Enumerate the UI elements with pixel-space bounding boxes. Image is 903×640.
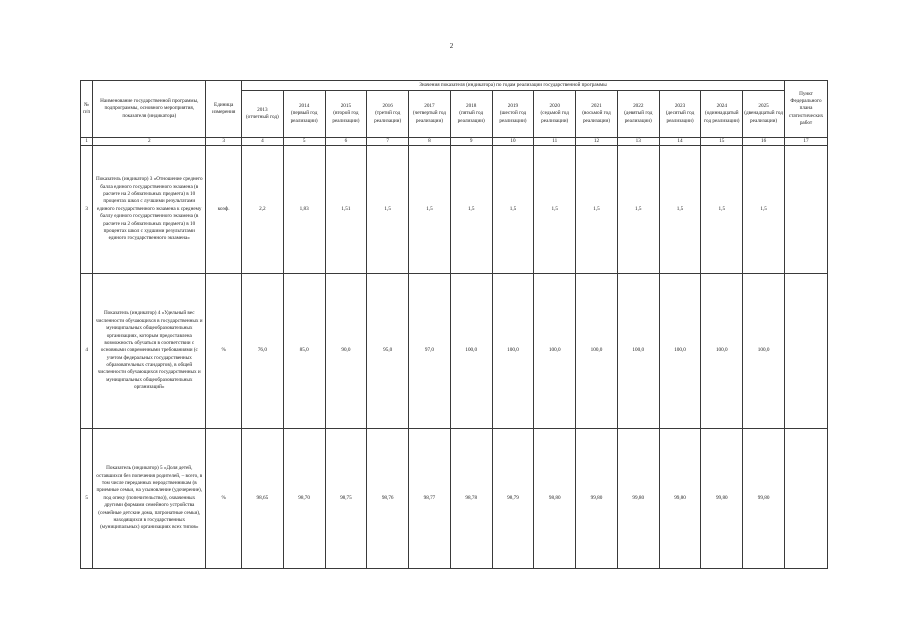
value-cell: 99,80	[659, 429, 701, 569]
header-year-2025	[743, 91, 785, 138]
value-cell: 2,2	[241, 146, 283, 274]
year-note: (одиннадцатый год реализации)	[704, 110, 740, 124]
value-cell: 95,0	[367, 274, 409, 429]
year-label: 2023	[674, 102, 686, 109]
column-number: 17	[785, 138, 828, 146]
column-number: 13	[617, 138, 659, 146]
column-numbers-row	[81, 138, 828, 146]
header-year-2016	[367, 91, 409, 138]
header-year-2021	[576, 91, 618, 138]
value-cell: 90,0	[325, 274, 367, 429]
year-note: (пятый год реализации)	[457, 110, 485, 124]
column-number: 11	[534, 138, 576, 146]
value-cell: 98,77	[409, 429, 451, 569]
value-cell: 1,5	[659, 146, 701, 274]
table-row	[81, 146, 828, 274]
year-label: 2025	[758, 102, 769, 109]
year-note: (восьмой год реализации)	[582, 110, 611, 124]
value-cell: 98,80	[534, 429, 576, 569]
fed-plan-cell	[785, 274, 828, 429]
page-number: 2	[449, 42, 454, 50]
row-number: 5	[81, 429, 93, 569]
table-row	[81, 429, 828, 569]
value-cell: 97,0	[409, 274, 451, 429]
value-cell: 98,76	[367, 429, 409, 569]
fed-plan-cell	[785, 429, 828, 569]
value-cell: 100,0	[617, 274, 659, 429]
column-number: 1	[81, 138, 93, 146]
year-note: (отчетный год)	[245, 114, 279, 120]
year-note: (четвертый год реализации)	[412, 110, 446, 124]
year-label: 2018	[466, 102, 477, 109]
year-note: (второй год реализации)	[332, 110, 360, 124]
value-cell: 98,70	[283, 429, 325, 569]
header-year-2022	[617, 91, 659, 138]
value-cell: 100,0	[701, 274, 743, 429]
header-year-2013	[241, 91, 283, 138]
year-label: 2020	[549, 102, 560, 109]
header-fed-plan: Пункт Федерального плана статистических работ	[785, 81, 828, 138]
year-note: (шестой год реализации)	[499, 110, 527, 124]
unit: %	[206, 429, 242, 569]
year-note: (двенадцатый год реализации)	[744, 110, 783, 124]
year-note: (третий год реализации)	[374, 110, 402, 124]
header-num: № п/п	[81, 81, 93, 138]
indicator-name: Показатель (индикатор) 3 «Отношение среднего балла единого государственного экзамена (в расчете на 2 обязательных предмета) в 10 процентах школ с лучшими результатами единого государственного экзамена к среднему баллу единого государственного экзамена (в расчете на 2 обязательных предмета) в 10 процентах школ с худшими результатами единого государственного экзамена»	[93, 146, 206, 274]
value-cell: 1,5	[701, 146, 743, 274]
column-number: 10	[492, 138, 534, 146]
column-number: 14	[659, 138, 701, 146]
value-cell: 1,83	[283, 146, 325, 274]
year-label: 2022	[633, 102, 644, 109]
year-note: (седьмой год реализации)	[540, 110, 569, 124]
year-label: 2016	[382, 102, 393, 109]
value-cell: 99,80	[743, 429, 785, 569]
column-number: 3	[206, 138, 242, 146]
year-label: 2019	[507, 102, 519, 109]
column-number: 4	[241, 138, 283, 146]
value-cell: 1,5	[617, 146, 659, 274]
header-year-2019	[492, 91, 534, 138]
value-cell: 98,78	[450, 429, 492, 569]
column-number: 15	[701, 138, 743, 146]
value-cell: 98,79	[492, 429, 534, 569]
row-number: 3	[81, 146, 93, 274]
value-cell: 1,5	[492, 146, 534, 274]
column-number: 2	[93, 138, 206, 146]
year-label: 2014	[298, 102, 310, 109]
value-cell: 100,0	[450, 274, 492, 429]
table-row	[81, 274, 828, 429]
value-cell: 100,0	[659, 274, 701, 429]
value-cell: 98,65	[241, 429, 283, 569]
value-cell: 100,0	[743, 274, 785, 429]
row-number: 4	[81, 274, 93, 429]
value-cell: 100,0	[576, 274, 618, 429]
column-number: 16	[743, 138, 785, 146]
header-year-2015	[325, 91, 367, 138]
value-cell: 76,0	[241, 274, 283, 429]
column-number: 7	[367, 138, 409, 146]
header-unit: Единица измерения	[206, 81, 242, 138]
header-year-2018	[450, 91, 492, 138]
value-cell: 1,5	[534, 146, 576, 274]
column-number: 12	[576, 138, 618, 146]
value-cell: 100,0	[534, 274, 576, 429]
value-cell: 98,75	[325, 429, 367, 569]
year-label: 2017	[424, 102, 435, 109]
value-cell: 1,5	[743, 146, 785, 274]
header-name: Наименование государственной программы, подпрограммы, основного мероприятия, показателя (индикатора)	[93, 81, 206, 138]
header-year-2014	[283, 91, 325, 138]
unit: %	[206, 274, 242, 429]
column-number: 9	[450, 138, 492, 146]
column-number: 6	[325, 138, 367, 146]
value-cell: 99,80	[576, 429, 618, 569]
value-cell: 1,51	[325, 146, 367, 274]
value-cell: 1,5	[450, 146, 492, 274]
unit: коэф.	[206, 146, 242, 274]
year-note: (десятый год реализации)	[665, 110, 695, 124]
header-values-group: Значения показателя (индикатора) по годам реализации государственной программы	[241, 81, 784, 91]
year-note: (девятый год реализации)	[624, 110, 653, 124]
year-label: 2013	[257, 106, 268, 113]
header-year-2017	[409, 91, 451, 138]
value-cell: 1,5	[576, 146, 618, 274]
value-cell: 100,0	[492, 274, 534, 429]
indicators-table	[80, 80, 828, 569]
year-label: 2021	[591, 102, 602, 109]
indicator-name: Показатель (индикатор) 5 «Доля детей, оставшихся без попечения родителей, – всего, в том числе переданных неродственникам (в приемные семьи, на усыновление (удочерение), под опеку (попечительство)), охваченных другими формами семейного устройства (семейные детские дома, патронатные семьи), находящихся в государственных (муниципальных) организациях всех типов»	[93, 429, 206, 569]
year-note: (первый год реализации)	[290, 110, 318, 124]
value-cell: 1,5	[409, 146, 451, 274]
header-year-2024	[701, 91, 743, 138]
indicator-name: Показатель (индикатор) 4 «Удельный вес численности обучающихся в государственных и муниципальных общеобразовательных организациях, которым предоставлена возможность обучаться в соответствии с основными современными требованиями (с учетом федеральных государственных образовательных стандартов), в общей численности обучающихся государственных и муниципальных общеобразовательных организаций»	[93, 274, 206, 429]
fed-plan-cell	[785, 146, 828, 274]
value-cell: 1,5	[367, 146, 409, 274]
header-year-2023	[659, 91, 701, 138]
value-cell: 85,0	[283, 274, 325, 429]
header-year-2020	[534, 91, 576, 138]
year-label: 2024	[716, 102, 727, 109]
column-number: 5	[283, 138, 325, 146]
year-label: 2015	[340, 102, 352, 109]
value-cell: 99,80	[701, 429, 743, 569]
value-cell: 99,80	[617, 429, 659, 569]
column-number: 8	[409, 138, 451, 146]
